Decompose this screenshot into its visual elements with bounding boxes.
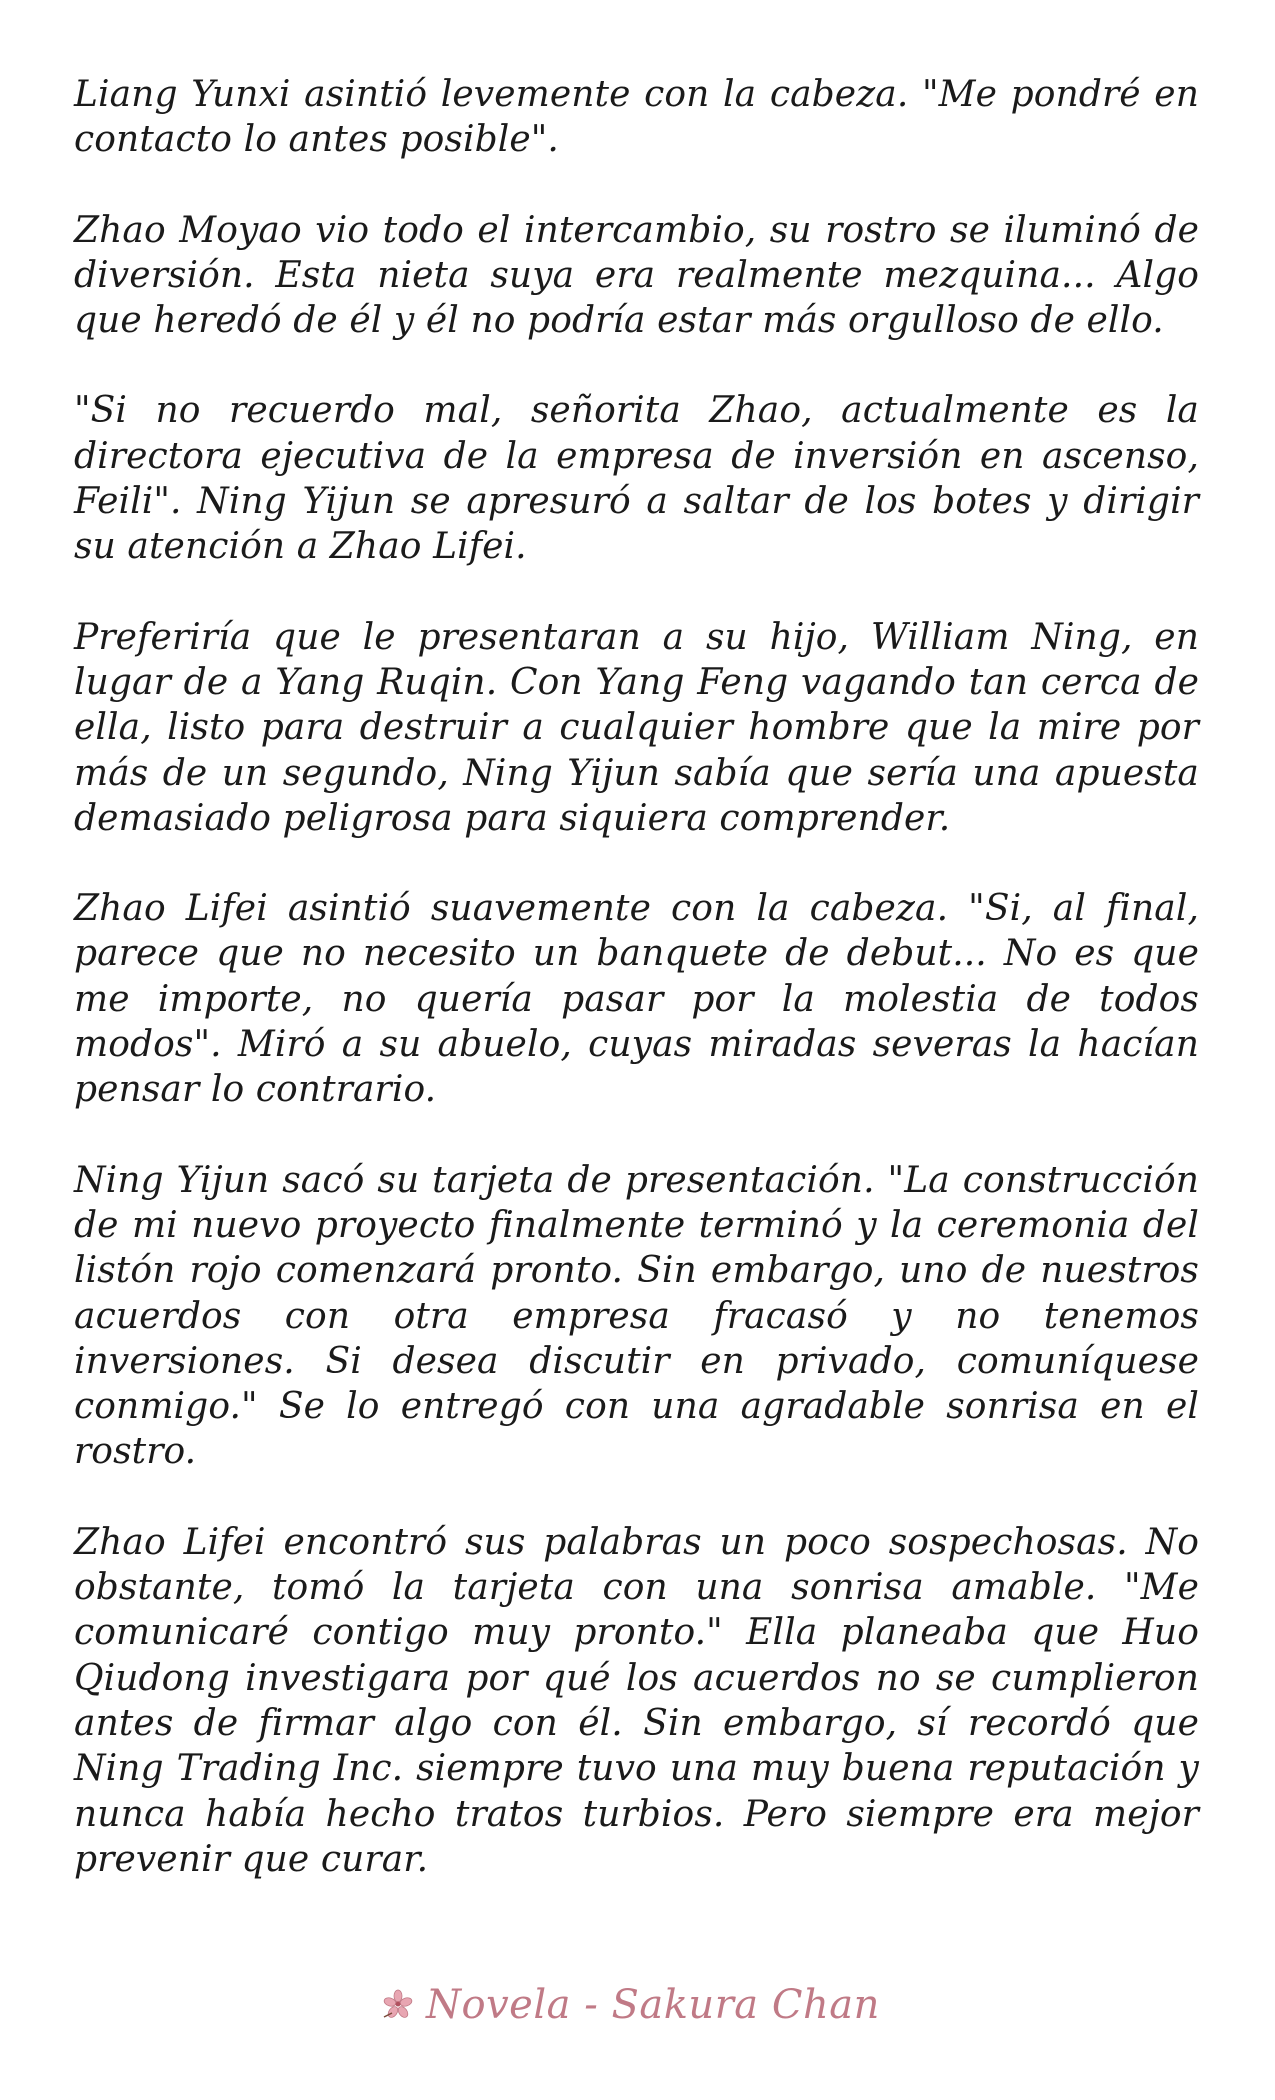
paragraph-4: Preferiría que le presentaran a su hijo, William Ning, en lugar de a Yang Ruqin. Con Yang Feng vagando tan cerca de ella, listo para destruir a cualquier hombre que la mire por más de un segundo, Ning Yijun sabía que sería una apuesta demasiado peligrosa para siquiera comprender. <box>74 616 1199 839</box>
paragraph-3: "Si no recuerdo mal, señorita Zhao, actualmente es la directora ejecutiva de la empresa de inversión en ascenso, Feili". Ning Yijun se apresuró a saltar de los botes y dirigir su atención a Zhao Lifei. <box>74 390 1199 568</box>
paragraph-5: Zhao Lifei asintió suavemente con la cabeza. "Si, al final, parece que no necesito un banquete de debut... No es que me importe, no quería pasar por la molestia de todos modos". Miró a su abuelo, cuyas miradas severas la hacían pensar lo contrario. <box>74 888 1199 1111</box>
paragraph-1: Liang Yunxi asintió levemente con la cabeza. "Me pondré en contacto lo antes posible". <box>74 74 1199 161</box>
paragraph-2: Zhao Moyao vio todo el intercambio, su rostro se iluminó de diversión. Esta nieta suya era realmente mezquina... Algo que heredó de él y él no podría estar más orgulloso de ello. <box>74 209 1199 342</box>
sakura-flower-icon <box>380 1987 416 2023</box>
paragraph-7: Zhao Lifei encontró sus palabras un poco sospechosas. No obstante, tomó la tarjeta con una sonrisa amable. "Me comunicaré contigo muy pronto." Ella planeaba que Huo Qiudong investigara por qué los acuerdos no se cumplieron antes de firmar algo con él. Sin embargo, sí recordó que Ning Trading Inc. siempre tuvo una muy buena reputación y nunca había hecho tratos turbios. Pero siempre era mejor prevenir que curar. <box>74 1521 1199 1880</box>
paragraph-6: Ning Yijun sacó su tarjeta de presentación. "La construcción de mi nuevo proyecto finalmente terminó y la ceremonia del listón rojo comenzará pronto. Sin embargo, uno de nuestros acuerdos con otra empresa fracasó y no tenemos inversiones. Si desea discutir en privado, comuníquese conmigo." Se lo entregó con una agradable sonrisa en el rostro. <box>74 1159 1199 1473</box>
watermark-text: Novela - Sakura Chan <box>426 1982 880 2028</box>
document-body <box>74 72 1199 1927</box>
watermark <box>380 1975 920 2035</box>
